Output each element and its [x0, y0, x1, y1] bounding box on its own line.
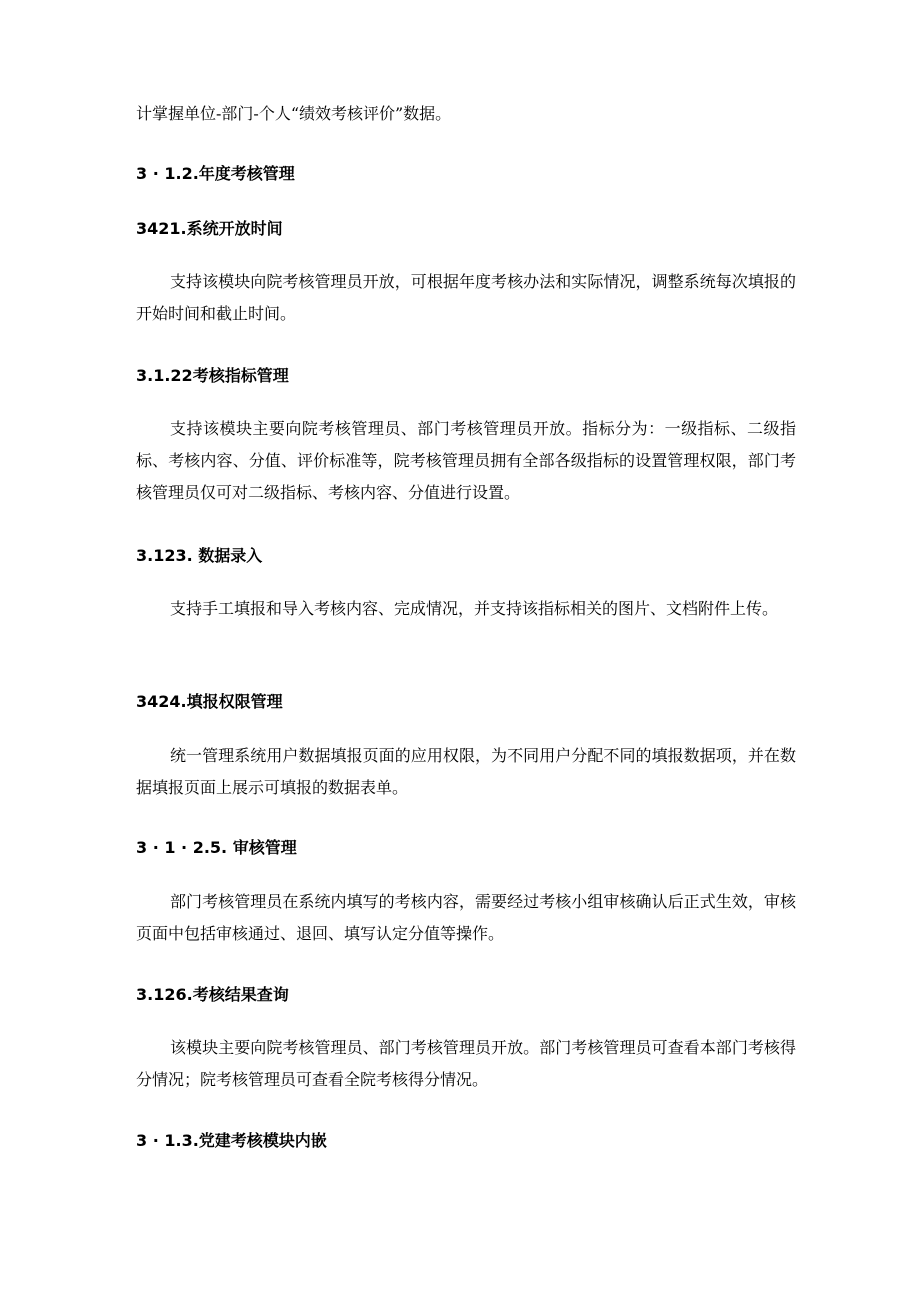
intro-paragraph: 计掌握单位-部门-个人“绩效考核评价”数据。	[136, 104, 452, 123]
section-body-data-entry: 支持手工填报和导入考核内容、完成情况，并支持该指标相关的图片、文档附件上传。	[170, 599, 779, 618]
section-body-fill-permission: 统一管理系统用户数据填报页面的应用权限，为不同用户分配不同的填报数据项，并在数据填报页面上展示可填报的数据表单。	[136, 746, 796, 797]
section-body-open-time: 支持该模块向院考核管理员开放，可根据年度考核办法和实际情况，调整系统每次填报的开始时间和截止时间。	[136, 272, 796, 323]
section-body-indicator-management: 支持该模块主要向院考核管理员、部门考核管理员开放。指标分为：一级指标、二级指标、考核内容、分值、评价标准等，院考核管理员拥有全部各级指标的设置管理权限，部门考核管理员仅可对二级指标、考核内容、分值进行设置。	[136, 419, 796, 502]
section-heading-indicator-management: 3.1.22考核指标管理	[136, 366, 289, 385]
section-heading-data-entry: 3.123. 数据录入	[136, 546, 263, 565]
section-heading-open-time: 3421.系统开放时间	[136, 219, 283, 238]
section-heading-party-building: 3 · 1.3.党建考核模块内嵌	[136, 1131, 327, 1150]
section-heading-annual-assessment: 3 · 1.2.年度考核管理	[136, 164, 295, 183]
section-heading-fill-permission: 3424.填报权限管理	[136, 692, 283, 711]
section-body-result-query: 该模块主要向院考核管理员、部门考核管理员开放。部门考核管理员可查看本部门考核得分情况；院考核管理员可查看全院考核得分情况。	[136, 1038, 796, 1089]
section-heading-result-query: 3.126.考核结果查询	[136, 985, 289, 1004]
section-body-review-management: 部门考核管理员在系统内填写的考核内容，需要经过考核小组审核确认后正式生效，审核页面中包括审核通过、退回、填写认定分值等操作。	[136, 892, 796, 943]
section-heading-review-management: 3 · 1 · 2.5. 审核管理	[136, 838, 297, 857]
